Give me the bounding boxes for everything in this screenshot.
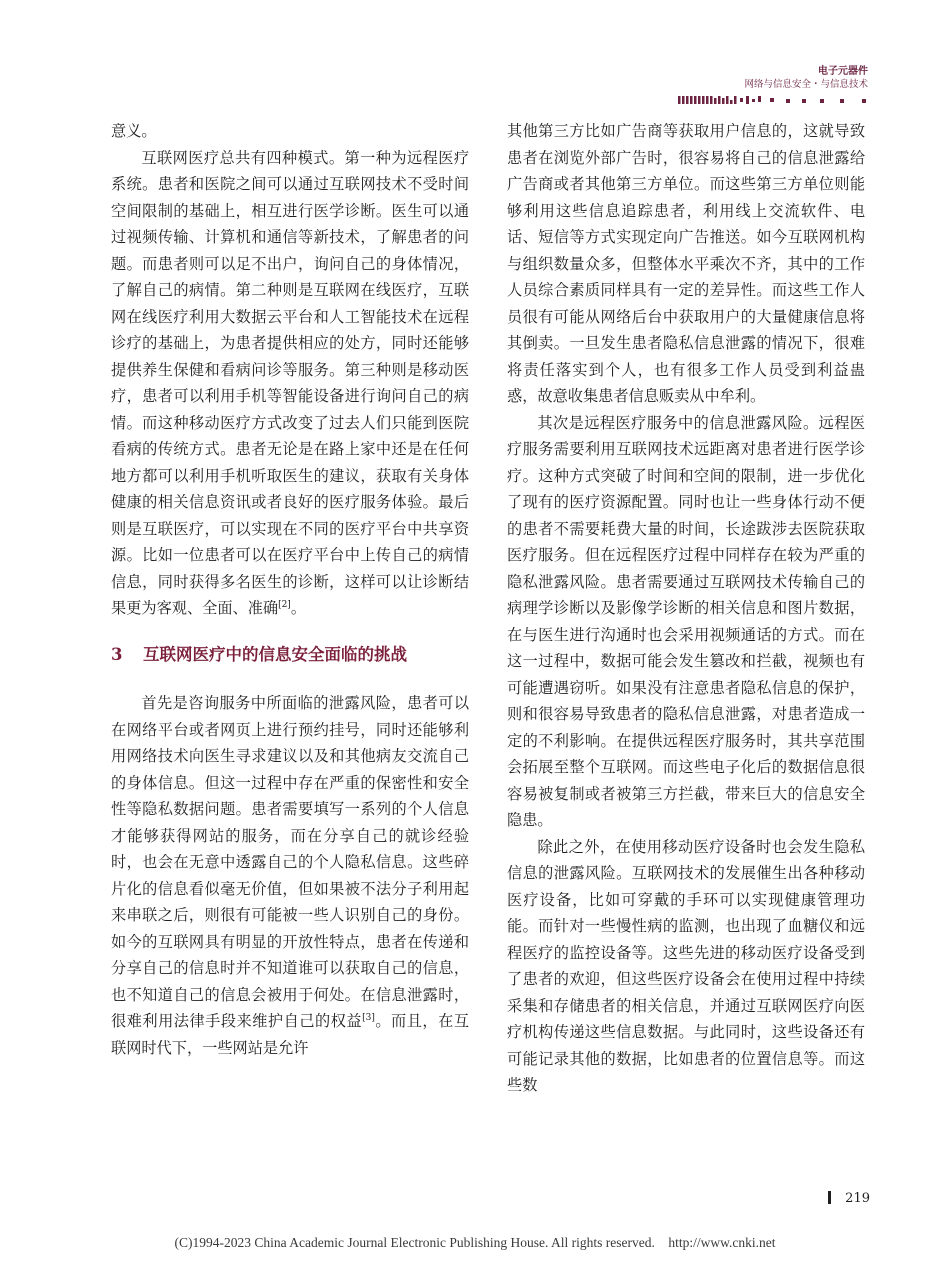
right-column — [507, 118, 865, 1099]
header-decoration-bar — [678, 96, 868, 104]
paragraph-text: 。而且，在互联网时代下，一些网站是允许 — [111, 1012, 470, 1057]
column-name: 网络与信息安全・与信息技术 — [744, 79, 868, 90]
section-number: 3 — [111, 644, 123, 664]
page-number — [828, 1191, 870, 1206]
paragraph-text: 首先是咨询服务中所面临的泄露风险，患者可以在网络平台或者网页上进行预约挂号，同时还能够利用网络技术向医生寻求建议以及和其他病友交流自己的身体信息。但这一过程中存在严重的保密性和安全性等隐私数据问题。患者需要填写一系列的个人信息才能够获得网站的服务，而在分享自己的就诊经验时，也会在无意中透露自己的个人隐私信息。这些碎片化的信息看似毫无价值，但如果被不法分子利用起来串联之后，则很有可能被一些人识别自己的身份。如今的互联网具有明显的开放性特点，患者在传递和分享自己的信息时并不知道谁可以获取自己的信息，也不知道自己的信息会被用于何处。在信息泄露时，很难利用法律手段来维护自己的权益 — [111, 694, 469, 1030]
paragraph-text: 互联网医疗总共有四种模式。第一种为远程医疗系统。患者和医院之间可以通过互联网技术不受时间空间限制的基础上，相互进行医学诊断。医生可以通过视频传输、计算机和通信等新技术，了解患者的问题。而患者则可以足不出户，询问自己的身体情况，了解自己的病情。第二种则是互联网在线医疗，互联网在线医疗利用大数据云平台和人工智能技术在远程诊疗的基础上，为患者提供相应的处方，同时还能够提供养生保健和看病问诊等服务。第三种则是移动医疗，患者可以利用手机等智能设备进行询问自己的病情。而这种移动医疗方式改变了过去人们只能到医院看病的传统方式。患者无论是在路上家中还是在任何地方都可以利用手机听取医生的建议，获取有关身体健康的相关信息资讯或者良好的医疗服务体验。最后则是互联医疗，可以实现在不同的医疗平台中共享资源。比如一位患者可以在医疗平台中上传自己的病情信息，同时获得多名医生的诊断，这样可以让诊断结果更为客观、全面、准确 — [111, 148, 469, 617]
paragraph: 意义。 — [111, 122, 157, 140]
paragraph-text: 。 — [290, 599, 306, 617]
paragraph: 其他第三方比如广告商等获取用户信息的，这就导致患者在浏览外部广告时，很容易将自己的信息泄露给广告商或者其他第三方单位。而这些第三方单位则能够利用这些信息追踪患者，利用线上交流软件、电话、短信等方式实现定向广告推送。如今互联网机构与组织数量众多，但整体水平乘次不齐，其中的工作人员综合素质同样具有一定的差异性。而这些工作人员很有可能从网络后台中获取用户的大量健康信息将其倒卖。一旦发生患者隐私信息泄露的情况下，很难将责任落实到个人，也有很多工作人员受到利益蛊惑，故意收集患者信息贩卖从中牟利。 — [507, 122, 865, 405]
citation-ref: [3] — [362, 1012, 375, 1023]
journal-name: 电子元器件 — [818, 66, 868, 77]
paragraph: 其次是远程医疗服务中的信息泄露风险。远程医疗服务需要利用互联网技术远距离对患者进行医学诊疗。这种方式突破了时间和空间的限制，进一步优化了现有的医疗资源配置。同时也让一些身体行动不便的患者不需要耗费大量的时间，长途跋涉去医院获取医疗服务。但在远程医疗过程中同样存在较为严重的隐私泄露风险。患者需要通过互联网技术传输自己的病理学诊断以及影像学诊断的相关信息和图片数据，在与医生进行沟通时也会采用视频通话的方式。而在这一过程中，数据可能会发生篡改和拦截，视频也有可能遭遇窃听。如果没有注意患者隐私信息的保护，则和很容易导致患者的隐私信息泄露，对患者造成一定的不利影响。在提供远程医疗服务时，其共享范围会拓展至整个互联网。而这些电子化后的数据信息很容易被复制或者被第三方拦截，带来巨大的信息安全隐患。 — [507, 413, 865, 829]
section-heading — [111, 642, 469, 669]
running-header — [744, 66, 868, 91]
paragraph: 除此之外，在使用移动医疗设备时也会发生隐私信息的泄露风险。互联网技术的发展催生出各种移动医疗设备，比如可穿戴的手环可以实现健康管理功能。而针对一些慢性病的监测，也出现了血糖仪和远程医疗的监控设备等。这些先进的移动医疗设备受到了患者的欢迎，但这些医疗设备会在使用过程中持续采集和存储患者的相关信息，并通过互联网医疗向医疗机构传递这些信息数据。与此同时，这些设备还有可能记录其他的数据，比如患者的位置信息等。而这些数 — [507, 837, 865, 1094]
page-number-text: 219 — [845, 1191, 870, 1206]
left-column — [111, 118, 469, 1061]
paragraph — [111, 690, 469, 1061]
page-number-marker — [828, 1191, 831, 1204]
footer-url: http://www.cnki.net — [668, 1235, 776, 1250]
citation-ref: [2] — [278, 599, 291, 610]
section-title: 互联网医疗中的信息安全面临的挑战 — [143, 644, 407, 664]
copyright-footer — [0, 1235, 950, 1251]
copyright-text: (C)1994-2023 China Academic Journal Electronic Publishing House. All rights reserved. — [174, 1235, 655, 1250]
paragraph — [111, 145, 469, 622]
